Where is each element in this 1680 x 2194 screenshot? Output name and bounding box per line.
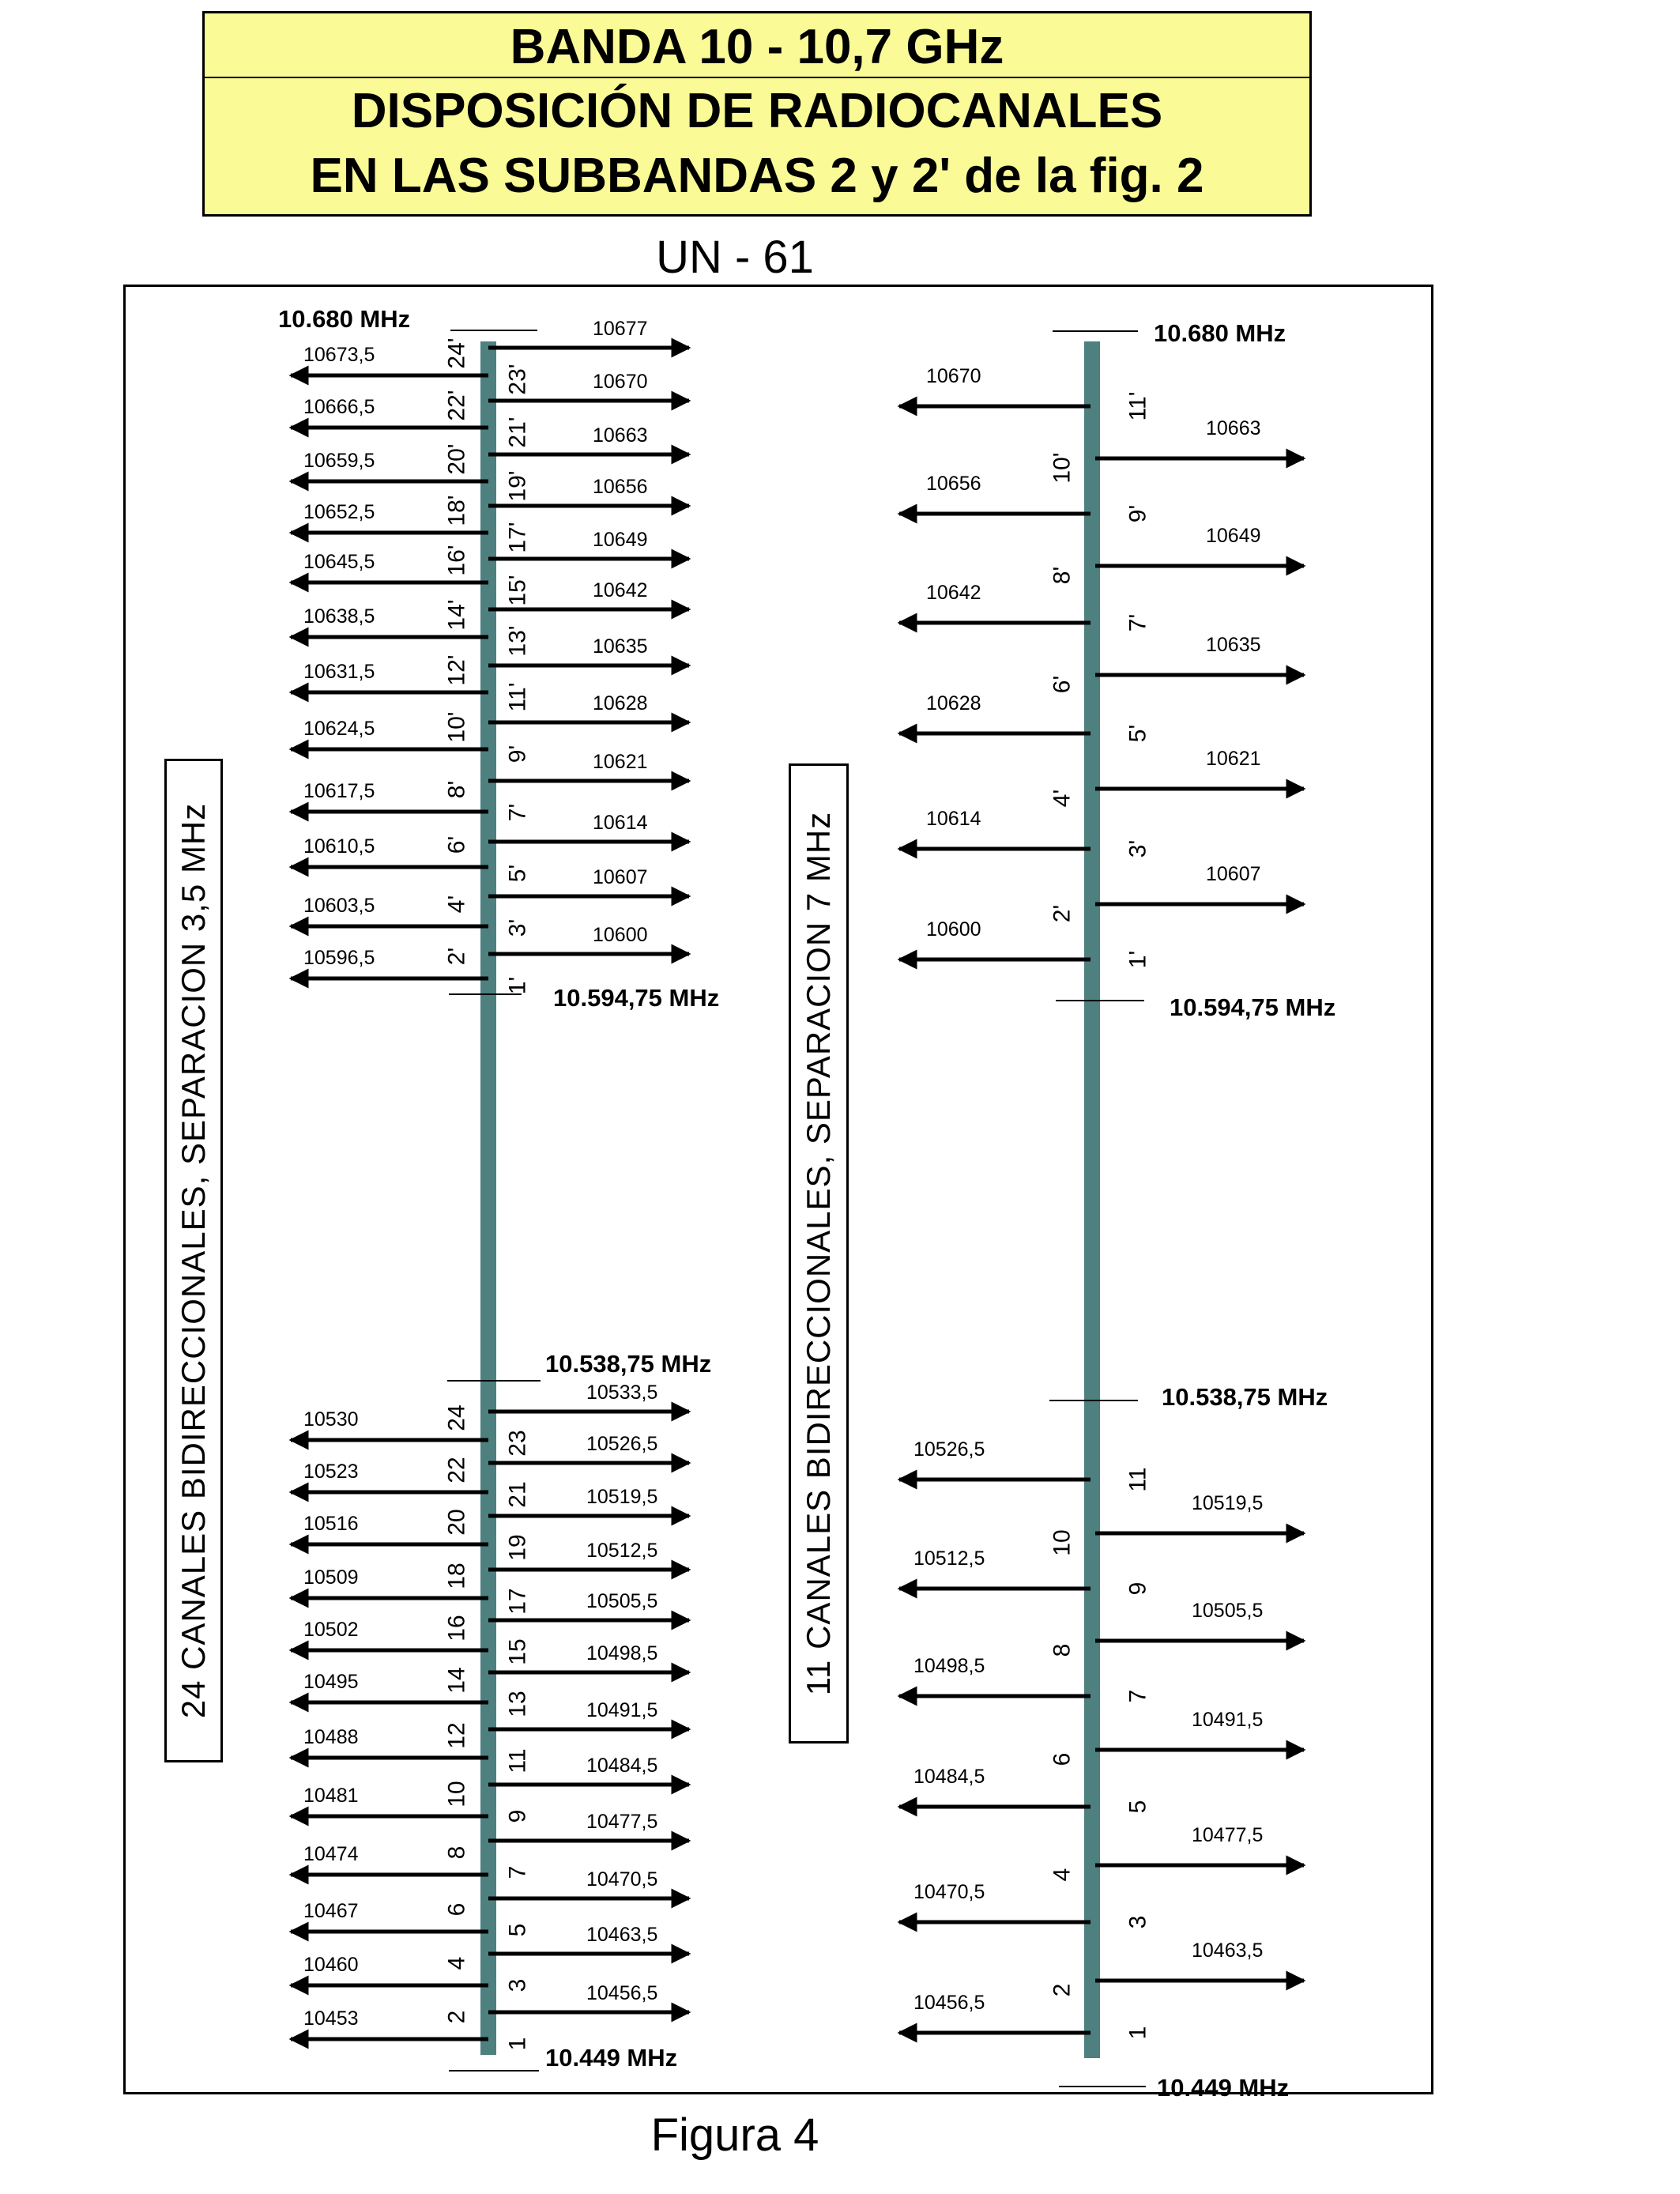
left-lower-left-freq: 10481 (303, 1785, 359, 1807)
left-upper-right-freq: 10607 (593, 866, 648, 888)
left-upper-left-channel: 2' (443, 947, 470, 966)
left-upper-right-channel: 15' (504, 575, 531, 606)
left-lower-right-channel: 7 (504, 1865, 531, 1879)
left-lower-bottom-label: 10.449 MHz (545, 2044, 678, 2071)
left-lower-left-channel: 14 (443, 1667, 470, 1694)
left-lower-left-freq: 10509 (303, 1566, 359, 1589)
left-upper-right-freq: 10600 (593, 924, 648, 946)
left-lower-right-channel: 17 (504, 1588, 531, 1615)
left-lower-left-freq: 10523 (303, 1461, 359, 1483)
left-lower-left-freq: 10530 (303, 1408, 359, 1431)
left-upper-right-channel: 21' (504, 417, 531, 448)
left-upper-right-channel: 1' (504, 976, 531, 995)
right-lower-right-freq: 10477,5 (1192, 1824, 1264, 1846)
left-upper-left-freq: 10624,5 (303, 718, 375, 740)
left-upper-left-channel: 8' (443, 780, 470, 799)
left-upper-left-channel: 22' (443, 390, 470, 421)
left-lower-right-freq: 10498,5 (586, 1642, 658, 1664)
right-upper-left-channel: 5' (1124, 724, 1151, 743)
left-upper-right-freq: 10628 (593, 692, 648, 714)
right-lower-left-channel: 1 (1124, 2026, 1151, 2040)
left-upper-right-freq: 10670 (593, 371, 648, 393)
right-lower-left-channel: 9 (1124, 1581, 1151, 1596)
right-upper-right-channel: 2' (1049, 904, 1075, 923)
left-upper-right-channel: 17' (504, 522, 531, 553)
right-plan-label: 11 CANALES BIDIRECCIONALES, SEPARACION 7 MHz (800, 811, 837, 1696)
left-plan-label: 24 CANALES BIDIRECCIONALES, SEPARACION 3,5 MHz (175, 802, 212, 1719)
right-upper-top-label: 10.680 MHz (1154, 319, 1286, 347)
left-lower-left-channel: 4 (443, 1956, 470, 1970)
right-upper-left-channel: 11' (1124, 391, 1151, 421)
left-lower-right-channel: 9 (504, 1809, 531, 1823)
left-lower-right-channel: 15 (504, 1638, 531, 1665)
left-upper-left-channel: 18' (443, 495, 470, 526)
left-lower-right-freq: 10484,5 (586, 1755, 658, 1777)
left-lower-right-freq: 10512,5 (586, 1540, 658, 1562)
left-lower-left-channel: 24 (443, 1404, 470, 1431)
left-lower-right-channel: 21 (504, 1481, 531, 1508)
right-upper-left-freq: 10628 (926, 692, 981, 714)
right-lower-left-channel: 7 (1124, 1689, 1151, 1703)
right-upper-left-channel: 3' (1124, 839, 1151, 858)
left-upper-right-freq: 10677 (593, 318, 648, 340)
left-lower-right-channel: 1 (504, 2037, 531, 2051)
left-lower-left-channel: 16 (443, 1615, 470, 1642)
right-upper-left-freq: 10642 (926, 582, 981, 604)
left-upper-left-channel: 20' (443, 443, 470, 475)
left-lower-left-freq: 10495 (303, 1671, 359, 1693)
left-upper-right-channel: 11' (504, 682, 531, 712)
title-band: BANDA 10 - 10,7 GHz (205, 13, 1309, 78)
left-lower-right-channel: 19 (504, 1534, 531, 1561)
right-lower-left-freq: 10512,5 (913, 1547, 985, 1570)
right-lower-right-channel: 4 (1049, 1868, 1075, 1882)
right-upper-right-freq: 10663 (1206, 417, 1261, 439)
left-lower-left-freq: 10516 (303, 1513, 359, 1535)
left-upper-left-freq: 10659,5 (303, 450, 375, 472)
right-lower-left-freq: 10498,5 (913, 1655, 985, 1677)
right-lower-left-freq: 10526,5 (913, 1438, 985, 1461)
right-upper-left-channel: 7' (1124, 613, 1151, 632)
left-lower-right-freq: 10470,5 (586, 1868, 658, 1891)
left-lower-left-freq: 10453 (303, 2007, 359, 2030)
left-upper-left-channel: 12' (443, 654, 470, 686)
right-lower-right-channel: 6 (1049, 1752, 1075, 1766)
left-lower-right-freq: 10505,5 (586, 1590, 658, 1612)
right-lower-right-freq: 10491,5 (1192, 1709, 1264, 1731)
left-lower-left-freq: 10488 (303, 1726, 359, 1748)
left-upper-left-freq: 10666,5 (303, 396, 375, 418)
right-upper-right-channel: 6' (1049, 675, 1075, 694)
left-upper-right-channel: 5' (504, 864, 531, 883)
left-lower-left-freq: 10467 (303, 1900, 359, 1922)
left-upper-left-channel: 10' (443, 711, 470, 743)
left-upper-right-freq: 10635 (593, 635, 648, 658)
left-upper-right-channel: 19' (504, 470, 531, 502)
right-lower-left-channel: 11 (1124, 1467, 1151, 1492)
right-lower-right-freq: 10519,5 (1192, 1492, 1264, 1514)
left-upper-left-freq: 10603,5 (303, 895, 375, 917)
left-upper-left-freq: 10673,5 (303, 344, 375, 366)
left-upper-left-channel: 16' (443, 545, 470, 576)
recommendation-code: UN - 61 (656, 232, 814, 283)
left-lower-right-freq: 10533,5 (586, 1382, 658, 1404)
right-upper-right-freq: 10607 (1206, 863, 1261, 885)
right-lower-left-freq: 10456,5 (913, 1992, 985, 2014)
left-lower-right-freq: 10519,5 (586, 1486, 658, 1508)
left-lower-left-channel: 6 (443, 1902, 470, 1917)
left-lower-right-freq: 10526,5 (586, 1433, 658, 1455)
right-lower-left-channel: 3 (1124, 1915, 1151, 1929)
left-upper-left-freq: 10652,5 (303, 501, 375, 523)
right-lower-right-channel: 10 (1049, 1529, 1075, 1556)
right-lower-left-freq: 10470,5 (913, 1881, 985, 1903)
left-upper-left-channel: 6' (443, 835, 470, 854)
right-upper-right-channel: 8' (1049, 566, 1075, 585)
right-lower-right-freq: 10505,5 (1192, 1600, 1264, 1622)
right-upper-right-freq: 10621 (1206, 748, 1261, 770)
left-upper-right-freq: 10663 (593, 424, 648, 447)
left-lower-right-channel: 11 (504, 1748, 531, 1774)
left-lower-left-channel: 12 (443, 1722, 470, 1749)
left-upper-right-channel: 3' (504, 918, 531, 937)
left-upper-right-freq: 10656 (593, 476, 648, 498)
right-lower-right-freq: 10463,5 (1192, 1940, 1264, 1962)
left-upper-left-channel: 14' (443, 599, 470, 631)
left-lower-top-label: 10.538,75 MHz (545, 1350, 712, 1378)
left-upper-right-freq: 10649 (593, 529, 648, 551)
right-upper-right-freq: 10635 (1206, 634, 1261, 656)
left-upper-left-freq: 10617,5 (303, 780, 375, 802)
right-upper-left-freq: 10670 (926, 365, 981, 387)
left-lower-right-freq: 10456,5 (586, 1982, 658, 2004)
left-upper-right-freq: 10621 (593, 751, 648, 773)
left-lower-left-freq: 10502 (303, 1619, 359, 1641)
left-plan-bar (480, 341, 496, 2055)
right-upper-left-freq: 10600 (926, 918, 981, 941)
title-subbands: EN LAS SUBBANDAS 2 y 2' de la fig. 2 (310, 149, 1204, 203)
left-upper-right-channel: 7' (504, 803, 531, 822)
right-upper-left-freq: 10656 (926, 473, 981, 495)
right-lower-right-channel: 8 (1049, 1643, 1075, 1657)
left-upper-right-freq: 10614 (593, 812, 648, 834)
left-upper-left-freq: 10638,5 (303, 605, 375, 628)
left-lower-left-channel: 8 (443, 1845, 470, 1860)
left-upper-left-channel: 24' (443, 337, 470, 369)
left-upper-top-label: 10.680 MHz (278, 305, 411, 333)
left-lower-left-channel: 22 (443, 1457, 470, 1483)
right-upper-left-freq: 10614 (926, 808, 981, 830)
left-lower-right-freq: 10491,5 (586, 1699, 658, 1721)
right-upper-right-freq: 10649 (1206, 525, 1261, 547)
left-lower-left-freq: 10460 (303, 1954, 359, 1976)
left-lower-left-freq: 10474 (303, 1843, 359, 1865)
left-upper-bottom-label: 10.594,75 MHz (553, 984, 720, 1012)
right-upper-right-channel: 4' (1049, 789, 1075, 808)
left-lower-right-freq: 10463,5 (586, 1924, 658, 1946)
right-upper-bottom-label: 10.594,75 MHz (1170, 993, 1336, 1021)
left-upper-right-channel: 23' (504, 364, 531, 395)
left-lower-right-freq: 10477,5 (586, 1811, 658, 1833)
left-upper-left-channel: 4' (443, 895, 470, 914)
right-upper-left-channel: 9' (1124, 504, 1151, 523)
right-lower-top-label: 10.538,75 MHz (1162, 1383, 1328, 1411)
right-upper-left-channel: 1' (1124, 950, 1151, 969)
left-lower-left-channel: 20 (443, 1509, 470, 1536)
left-lower-right-channel: 13 (504, 1691, 531, 1717)
figure-caption: Figura 4 (650, 2109, 819, 2161)
left-lower-left-channel: 18 (443, 1563, 470, 1589)
left-upper-left-freq: 10610,5 (303, 835, 375, 858)
left-upper-right-channel: 9' (504, 745, 531, 763)
left-upper-left-freq: 10645,5 (303, 551, 375, 573)
left-upper-right-freq: 10642 (593, 579, 648, 601)
left-upper-left-freq: 10631,5 (303, 661, 375, 683)
right-lower-left-freq: 10484,5 (913, 1766, 985, 1788)
title-disposition: DISPOSICIÓN DE RADIOCANALES (351, 84, 1163, 138)
right-plan-bar (1084, 341, 1100, 2058)
left-lower-right-channel: 23 (504, 1430, 531, 1457)
left-upper-left-freq: 10596,5 (303, 947, 375, 969)
left-lower-left-channel: 2 (443, 2010, 470, 2024)
right-upper-right-channel: 10' (1049, 452, 1075, 484)
left-upper-right-channel: 13' (504, 625, 531, 657)
right-lower-left-channel: 5 (1124, 1800, 1151, 1814)
right-lower-bottom-label: 10.449 MHz (1157, 2074, 1290, 2102)
left-lower-right-channel: 3 (504, 1978, 531, 1992)
left-lower-left-channel: 10 (443, 1781, 470, 1808)
right-lower-right-channel: 2 (1049, 1983, 1075, 1997)
left-lower-right-channel: 5 (504, 1923, 531, 1937)
